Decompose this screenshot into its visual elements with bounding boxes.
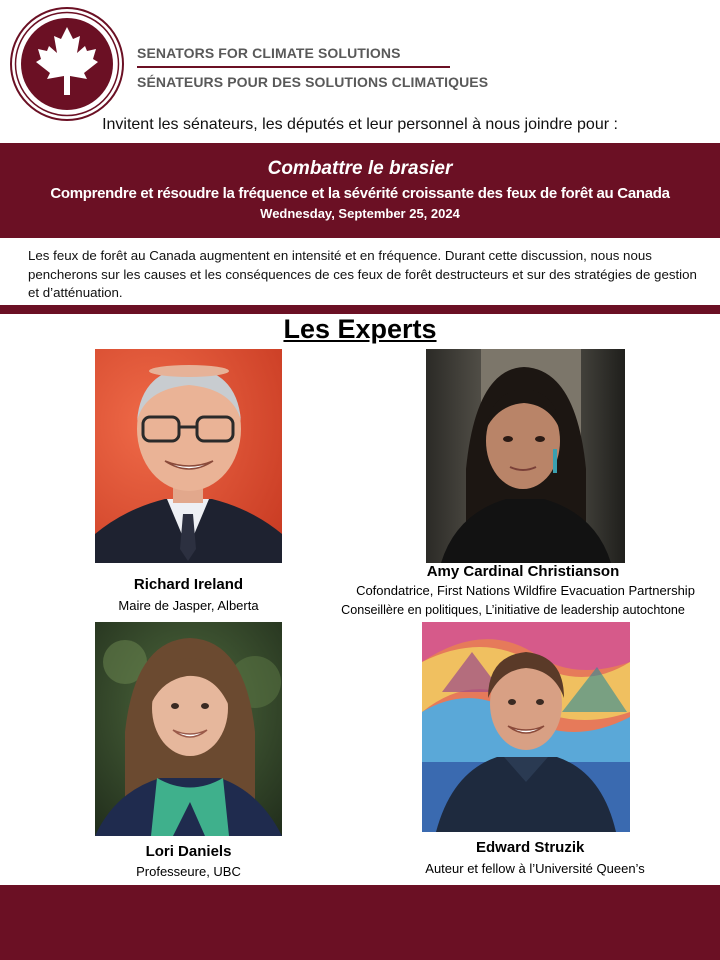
expert-role-edward-struzik: Auteur et fellow à l’Université Queen’s bbox=[425, 861, 645, 876]
expert-role-amy-cardinal-christianson-2: Conseillère en politiques, L’initiative de leadership autochtone bbox=[341, 603, 685, 617]
footer-band bbox=[0, 885, 720, 960]
event-date: Wednesday, September 25, 2024 bbox=[260, 206, 460, 221]
portrait-image-icon bbox=[426, 349, 625, 563]
section-divider bbox=[0, 305, 720, 314]
expert-name-lori-daniels: Lori Daniels bbox=[145, 843, 232, 860]
portrait-image-icon bbox=[95, 622, 282, 836]
event-description: Les feux de forêt au Canada augmentent en intensité et en fréquence. Durant cette discussion, nous nous pencherons sur les causes et les conséquences de ces feux de forêt destructeurs et sur des stratégies de gestion et d’atténuation. bbox=[28, 248, 697, 300]
event-banner bbox=[0, 143, 720, 238]
maple-leaf-logo-icon bbox=[8, 5, 126, 123]
expert-name-amy-cardinal-christianson: Amy Cardinal Christianson bbox=[426, 563, 620, 580]
expert-role-lori-daniels: Professeure, UBC bbox=[136, 864, 241, 879]
portrait-image-icon bbox=[422, 622, 630, 832]
expert-photo-richard-ireland bbox=[95, 349, 282, 563]
event-title: Combattre le brasier bbox=[267, 158, 453, 179]
expert-photo-amy-cardinal-christianson bbox=[426, 349, 625, 563]
expert-name-richard-ireland: Richard Ireland bbox=[133, 576, 244, 593]
expert-photo-lori-daniels bbox=[95, 622, 282, 836]
org-name-en: SENATORS FOR CLIMATE SOLUTIONS bbox=[137, 45, 401, 61]
org-name-fr: SÉNATEURS POUR DES SOLUTIONS CLIMATIQUES bbox=[137, 74, 489, 90]
event-subtitle: Comprendre et résoudre la fréquence et la sévérité croissante des feux de forêt au Canada bbox=[50, 185, 670, 202]
header-divider bbox=[137, 66, 450, 68]
expert-role-richard-ireland: Maire de Jasper, Alberta bbox=[118, 598, 259, 613]
portrait-image-icon bbox=[95, 349, 282, 563]
invitation-text: Invitent les sénateurs, les députés et leur personnel à nous joindre pour : bbox=[102, 116, 618, 133]
experts-section-title: Les Experts bbox=[283, 314, 437, 344]
expert-photo-edward-struzik bbox=[422, 622, 630, 832]
expert-role-amy-cardinal-christianson-1: Cofondatrice, First Nations Wildfire Evacuation Partnership bbox=[356, 583, 695, 598]
expert-name-edward-struzik: Edward Struzik bbox=[476, 839, 585, 856]
